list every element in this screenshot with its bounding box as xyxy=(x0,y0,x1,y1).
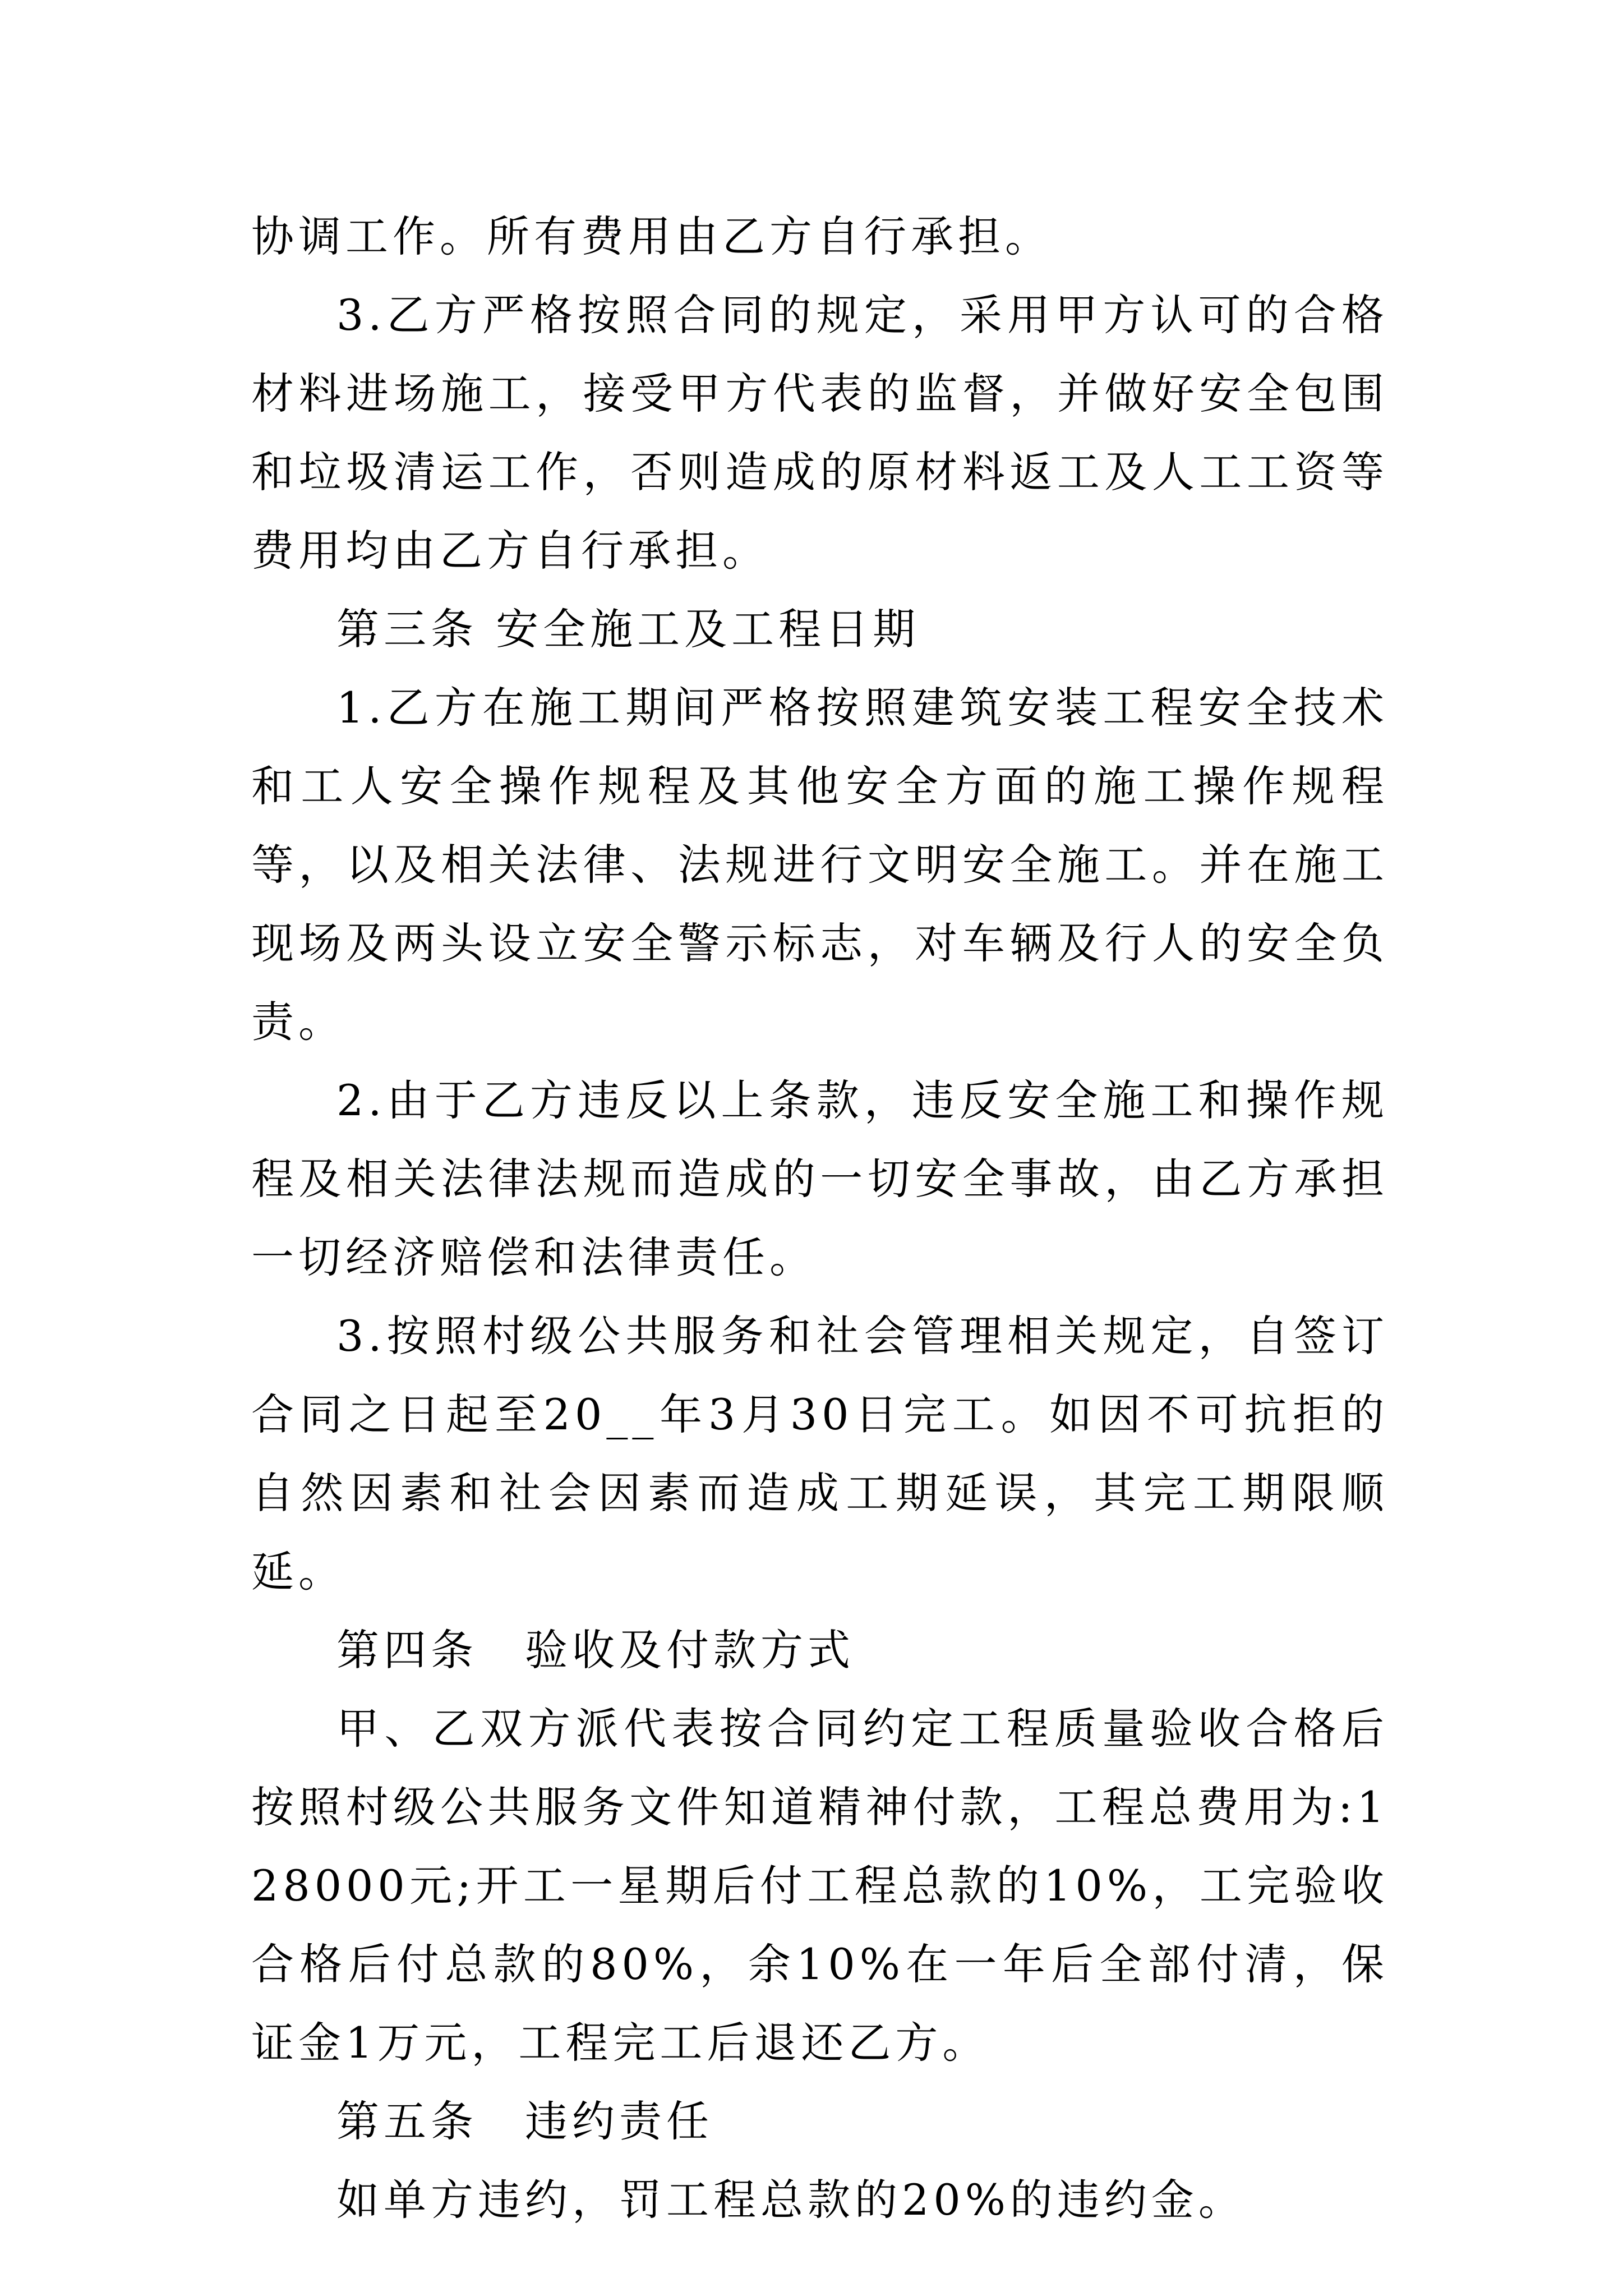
heading-article-4: 第四条 验收及付款方式 xyxy=(336,1625,855,1675)
paragraph-clause-2-3: 3.乙方严格按照合同的规定，采用甲方认可的合格材料进场施工，接受甲方代表的监督，并做好安全包围和垃圾清运工作，否则造成的原材料返工及人工工资等费用均由乙方自行承担。 xyxy=(251,290,1389,576)
document-body xyxy=(251,197,1389,2239)
paragraph-article-4-body: 甲、乙双方派代表按合同约定工程质量验收合格后按照村级公共服务文件知道精神付款，工程总费用为:128000元;开工一星期后付工程总款的10%，工完验收合格后付总款的80%，余10%在一年后全部付清，保证金1万元，工程完工后退还乙方。 xyxy=(251,1704,1389,2068)
paragraph-clause-3-2: 2.由于乙方违反以上条款，违反安全施工和操作规程及相关法律法规而造成的一切安全事故，由乙方承担一切经济赔偿和法律责任。 xyxy=(251,1075,1389,1282)
heading-article-3: 第三条 安全施工及工程日期 xyxy=(336,604,920,654)
heading-article-5: 第五条 违约责任 xyxy=(336,2096,713,2146)
paragraph-clause-3-3: 3.按照村级公共服务和社会管理相关规定，自签订合同之日起至20__年3月30日完工。如因不可抗拒的自然因素和社会因素而造成工期延误，其完工期限顺延。 xyxy=(251,1311,1389,1596)
paragraph-continuation: 协调工作。所有费用由乙方自行承担。 xyxy=(251,211,1052,261)
paragraph-article-5-body: 如单方违约，罚工程总款的20%的违约金。 xyxy=(336,2175,1246,2225)
paragraph-clause-3-1: 1.乙方在施工期间严格按照建筑安装工程安全技术和工人安全操作规程及其他安全方面的施工操作规程等，以及相关法律、法规进行文明安全施工。并在施工现场及两头设立安全警示标志，对车辆及行人的安全负责。 xyxy=(251,683,1389,1047)
